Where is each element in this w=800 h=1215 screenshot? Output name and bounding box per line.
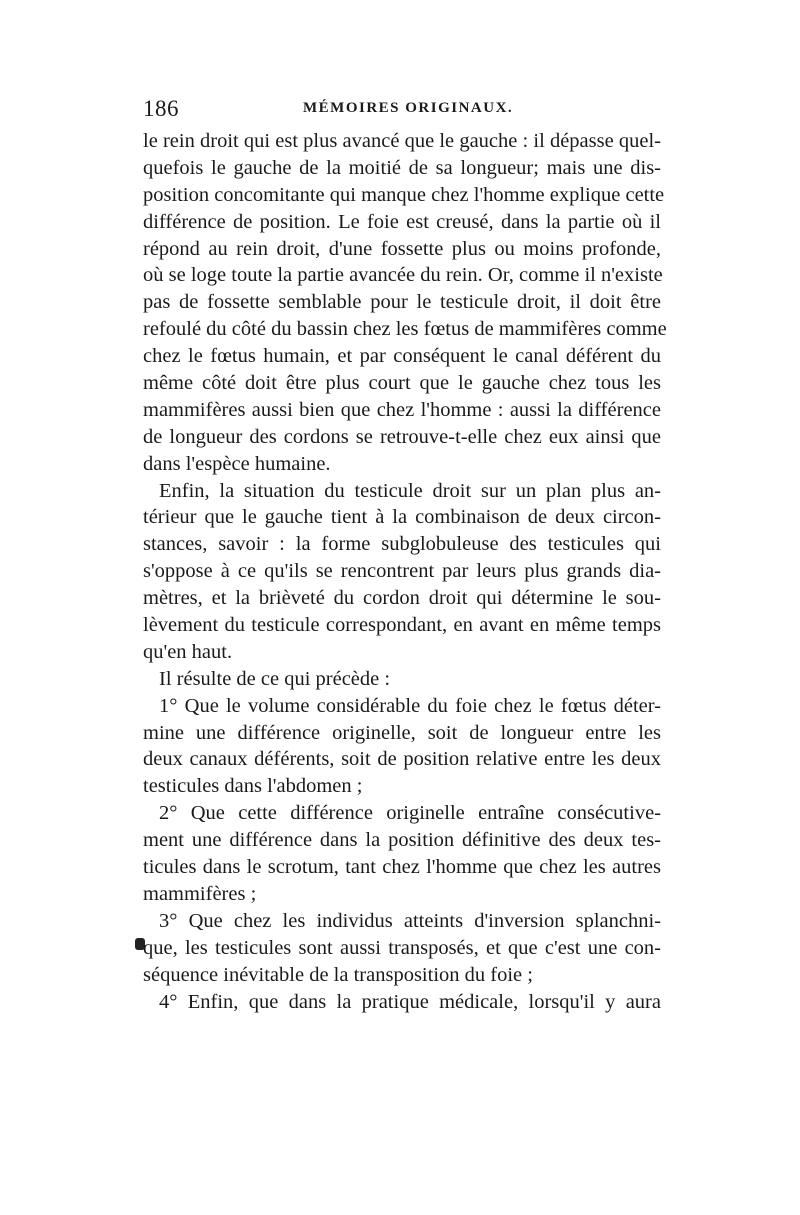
text-line: même côté doit être plus court que le gauche chez tous les — [143, 372, 661, 395]
text-line: s'oppose à ce qu'ils se rencontrent par leurs plus grands dia- — [143, 560, 661, 583]
text-line: qu'en haut. — [143, 640, 233, 663]
text-line: refoulé du côté du bassin chez les fœtus de mammifères comme — [143, 318, 667, 341]
page-header — [143, 96, 663, 126]
text-line: mine une différence originelle, soit de longueur entre les — [143, 721, 661, 744]
text-line: le rein droit qui est plus avancé que le gauche : il dépasse quel- — [143, 130, 661, 152]
text-line: chez le fœtus humain, et par conséquent le canal déférent du — [143, 345, 661, 368]
text-line: deux canaux déférents, soit de position relative entre les deux — [143, 748, 661, 771]
text-line: mammifères ; — [143, 882, 257, 905]
text-line: mètres, et la brièveté du cordon droit qui détermine le sou- — [143, 587, 661, 610]
text-line: stances, savoir : la forme subglobuleuse des testicules qui — [143, 533, 661, 556]
text-line: lèvement du testicule correspondant, en avant en même temps — [143, 614, 661, 637]
text-line: répond au rein droit, d'une fossette plus ou moins profonde, — [143, 237, 661, 260]
running-title: MÉMOIRES ORIGINAUX. — [303, 100, 514, 116]
text-line: différence de position. Le foie est creusé, dans la partie où il — [143, 210, 661, 233]
text-line: quefois le gauche de la moitié de sa longueur; mais une dis- — [143, 156, 661, 179]
text-line: mammifères aussi bien que chez l'homme : aussi la différence — [143, 398, 661, 421]
text-line: 3° Que chez les individus atteints d'inversion splanchni- — [159, 909, 661, 932]
text-line: ment une différence dans la position définitive des deux tes- — [143, 829, 661, 852]
text-line: 1° Que le volume considérable du foie chez le fœtus déter- — [159, 694, 661, 717]
text-line: pas de fossette semblable pour le testicule droit, il doit être — [143, 291, 661, 314]
text-line: dans l'espèce humaine. — [143, 452, 331, 475]
text-line: térieur que le gauche tient à la combinaison de deux circon- — [143, 506, 661, 529]
text-line: 4° Enfin, que dans la pratique médicale, lorsqu'il y aura — [159, 990, 661, 1013]
text-line: de longueur des cordons se retrouve-t-elle chez eux ainsi que — [143, 425, 661, 448]
text-line: Il résulte de ce qui précède : — [159, 667, 391, 690]
text-line: séquence inévitable de la transposition du foie ; — [143, 963, 533, 986]
text-line: que, les testicules sont aussi transposés, et que c'est une con- — [143, 936, 661, 959]
text-line: position concomitante qui manque chez l'homme explique cette — [143, 183, 665, 206]
text-line: où se loge toute la partie avancée du rein. Or, comme il n'existe — [143, 264, 663, 287]
text-line: Enfin, la situation du testicule droit sur un plan plus an- — [159, 479, 661, 502]
text-line: 2° Que cette différence originelle entraîne consécutive- — [159, 802, 661, 825]
body-text — [143, 128, 667, 1015]
page-number: 186 — [143, 96, 179, 121]
text-line: ticules dans le scrotum, tant chez l'homme que chez les autres — [143, 856, 661, 879]
text-line: testicules dans l'abdomen ; — [143, 775, 363, 798]
